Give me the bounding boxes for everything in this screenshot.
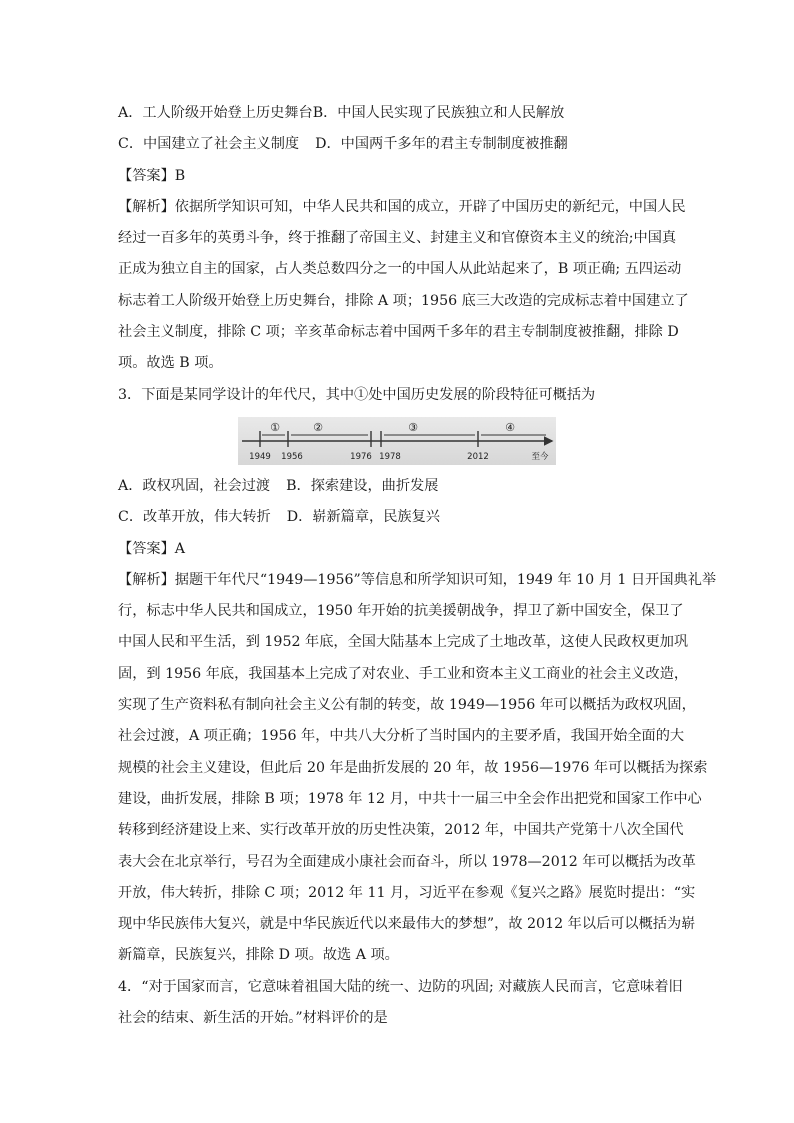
q2-analysis-line: 标志着工人阶级开始登上历史舞台，排除 A 项；1956 底三大改造的完成标志着中国建立了 xyxy=(118,292,689,309)
q3-analysis-line: 新篇章，民族复兴，排除 D 项。故选 A 项。 xyxy=(118,947,399,964)
q2-options-row-1 xyxy=(118,98,678,129)
q2-analysis-line: 【解析】依据所学知识可知，中华人民共和国的成立，开辟了中国历史的新纪元，中国人民 xyxy=(118,198,686,215)
q3-option-a[interactable]: A．政权巩固，社会过渡 xyxy=(118,477,271,494)
q3-option-b[interactable]: B．探索建设，曲折发展 xyxy=(286,477,439,494)
q3-analysis xyxy=(118,565,717,972)
timeline-figure xyxy=(118,411,678,471)
timeline-segment-label: ④ xyxy=(505,420,515,434)
timeline-year-label: 1976 xyxy=(350,451,372,462)
timeline-year-label: 至今 xyxy=(531,451,549,462)
q3-analysis-line: 规模的社会主义建设，但此后 20 年是曲折发展的 20 年，故 1956—1976 年可以概括为探索 xyxy=(118,759,708,776)
q2-analysis-line: 社会主义制度，排除 C 项；辛亥革命标志着中国两千多年的君主专制制度被推翻，排除 D xyxy=(118,324,679,341)
q2-analysis-line: 项。故选 B 项。 xyxy=(118,355,223,372)
q3-analysis-line: 【解析】据题干年代尺“1949—1956”等信息和所学知识可知，1949 年 10 月 1 日开国典礼举 xyxy=(118,571,717,588)
q2-option-a[interactable]: A．工人阶级开始登上历史舞台 xyxy=(118,105,313,121)
timeline-year-label: 2012 xyxy=(467,451,489,462)
timeline-segment-label: ③ xyxy=(408,420,418,434)
q3-analysis-line: 固，到 1956 年底，我国基本上完成了对农业、手工业和资本主义工商业的社会主义改造， xyxy=(118,665,689,682)
q3-options-row-1 xyxy=(118,471,678,502)
q3-analysis-line: 表大会在北京举行，号召为全面建成小康社会而奋斗，所以 1978—2012 年可以概括为改革 xyxy=(118,853,696,870)
q3-analysis-line: 社会过渡，A 项正确；1956 年，中共八大分析了当时国内的主要矛盾，我国开始全面的大 xyxy=(118,728,685,745)
timeline-segment-label: ① xyxy=(270,420,280,434)
q3-stem: 3．下面是某同学设计的年代尺，其中①处中国历史发展的阶段特征可概括为 xyxy=(118,386,596,403)
timeline-ruler xyxy=(238,417,556,465)
q2-option-b[interactable]: B．中国人民实现了民族独立和人民解放 xyxy=(312,105,565,121)
q3-analysis-line: 实现了生产资料私有制向社会主义公有制的转变，故 1949—1956 年可以概括为政权巩固， xyxy=(118,697,696,714)
document-content xyxy=(118,98,717,1034)
q2-option-c[interactable]: C．中国建立了社会主义制度 xyxy=(118,136,300,153)
q3-analysis-line: 建设，曲折发展，排除 B 项；1978 年 12 月，中共十一届三中全会作出把党和国家工作中心 xyxy=(118,790,702,807)
q2-analysis-line: 正成为独立自主的国家，占人类总数四分之一的中国人从此站起来了，B 项正确; 五四运动 xyxy=(118,261,682,278)
q3-analysis-line: 转移到经济建设上来、实行改革开放的历史性决策，2012 年，中国共产党第十八次全国代 xyxy=(118,822,684,839)
timeline-year-label: 1949 xyxy=(249,451,271,462)
q4-stem-line: 4．“对于国家而言，它意味着祖国大陆的统一、边防的巩固; 对藏族人民而言，它意味着旧 xyxy=(118,978,683,995)
q3-analysis-line: 行，标志中华人民共和国成立，1950 年开始的抗美援朝战争，捍卫了新中国安全，保卫了 xyxy=(118,603,684,620)
q2-analysis xyxy=(118,192,689,380)
q3-analysis-line: 开放，伟大转折，排除 C 项；2012 年 11 月，习近平在参观《复兴之路》展览时提出：“实 xyxy=(118,884,696,901)
timeline-year-label: 1956 xyxy=(281,451,303,462)
q2-options-row-2 xyxy=(118,129,678,160)
q3-analysis-line: 现中华民族伟大复兴，就是中华民族近代以来最伟大的梦想”，故 2012 年以后可以概括为崭 xyxy=(118,916,696,933)
q2-option-d[interactable]: D．中国两千多年的君主专制制度被推翻 xyxy=(315,136,568,153)
q3-options-row-2 xyxy=(118,502,678,533)
q4-stem-line: 社会的结束、新生活的开始。”材料评价的是 xyxy=(118,1010,388,1027)
q3-analysis-line: 中国人民和平生活，到 1952 年底，全国大陆基本上完成了土地改革，这使人民政权更加巩 xyxy=(118,634,689,651)
q3-option-c[interactable]: C．改革开放，伟大转折 xyxy=(118,509,271,526)
q3-answer: 【答案】A xyxy=(118,540,185,557)
timeline-year-label: 1978 xyxy=(379,451,401,462)
timeline-segment-label: ② xyxy=(313,420,323,434)
q2-answer: 【答案】B xyxy=(118,167,186,184)
q4-stem xyxy=(118,972,683,1035)
q2-analysis-line: 经过一百多年的英勇斗争，终于推翻了帝国主义、封建主义和官僚资本主义的统治;中国真 xyxy=(118,230,677,247)
q3-option-d[interactable]: D．崭新篇章，民族复兴 xyxy=(286,509,440,526)
